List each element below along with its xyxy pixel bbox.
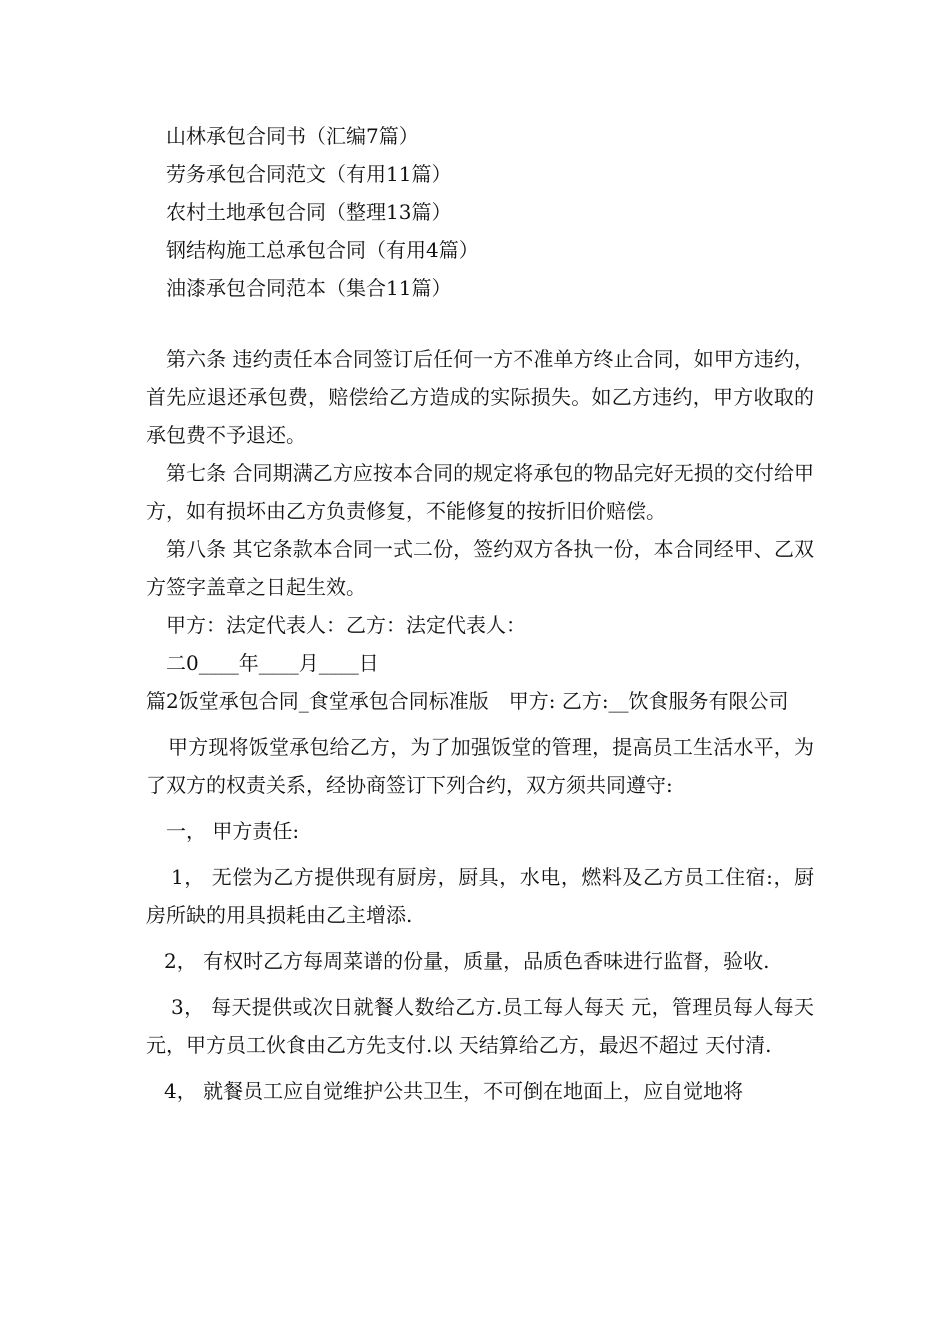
related-link[interactable]: 油漆承包合同范本（集合11篇）: [166, 276, 452, 300]
party-a-duties-heading: 一， 甲方责任:: [166, 819, 300, 843]
article-6-paragraph: 第六条 违约责任本合同签订后任何一方不准单方终止合同，如甲方违约，首先应退还承包费，赔偿给乙方造成的实际损失。如乙方违约，甲方收取的承包费不予退还。: [146, 347, 814, 447]
related-links-list: [166, 117, 866, 307]
duty-item-4: 4， 就餐员工应自觉维护公共卫生，不可倒在地面上，应自觉地将: [164, 1079, 744, 1103]
article-8-paragraph: 第八条 其它条款本合同一式二份，签约双方各执一份，本合同经甲、乙双方签字盖章之日起生效。: [146, 537, 814, 599]
contract-body: [146, 340, 814, 1110]
related-link[interactable]: 钢结构施工总承包合同（有用4篇）: [166, 238, 479, 262]
related-link[interactable]: 劳务承包合同范文（有用11篇）: [166, 162, 452, 186]
date-line: 二0____年____月____日: [166, 651, 379, 675]
signature-line: 甲方：法定代表人：乙方：法定代表人：: [166, 613, 526, 637]
duty-item-2: 2， 有权时乙方每周菜谱的份量，质量，品质色香味进行监督，验收.: [164, 949, 770, 973]
article-7-paragraph: 第七条 合同期满乙方应按本合同的规定将承包的物品完好无损的交付给甲方，如有损坏由乙方负责修复，不能修复的按折旧价赔偿。: [146, 461, 814, 523]
section-2-heading: 篇2饭堂承包合同_食堂承包合同标准版 甲方: 乙方:__饮食服务有限公司: [146, 689, 789, 713]
duty-item-1: 1， 无偿为乙方提供现有厨房，厨具，水电，燃料及乙方员工住宿:，厨房所缺的用具损耗由乙主增添.: [146, 865, 814, 927]
preamble-paragraph: 甲方现将饭堂承包给乙方，为了加强饭堂的管理，提高员工生活水平，为了双方的权责关系，经协商签订下列合约，双方须共同遵守:: [146, 735, 814, 797]
duty-item-3: 3， 每天提供或次日就餐人数给乙方.员工每人每天 元，管理员每人每天 元，甲方员工伙食由乙方先支付.以 天结算给乙方，最迟不超过 天付清.: [146, 995, 814, 1057]
related-link[interactable]: 山林承包合同书（汇编7篇）: [166, 124, 419, 148]
related-link[interactable]: 农村土地承包合同（整理13篇）: [166, 200, 452, 224]
